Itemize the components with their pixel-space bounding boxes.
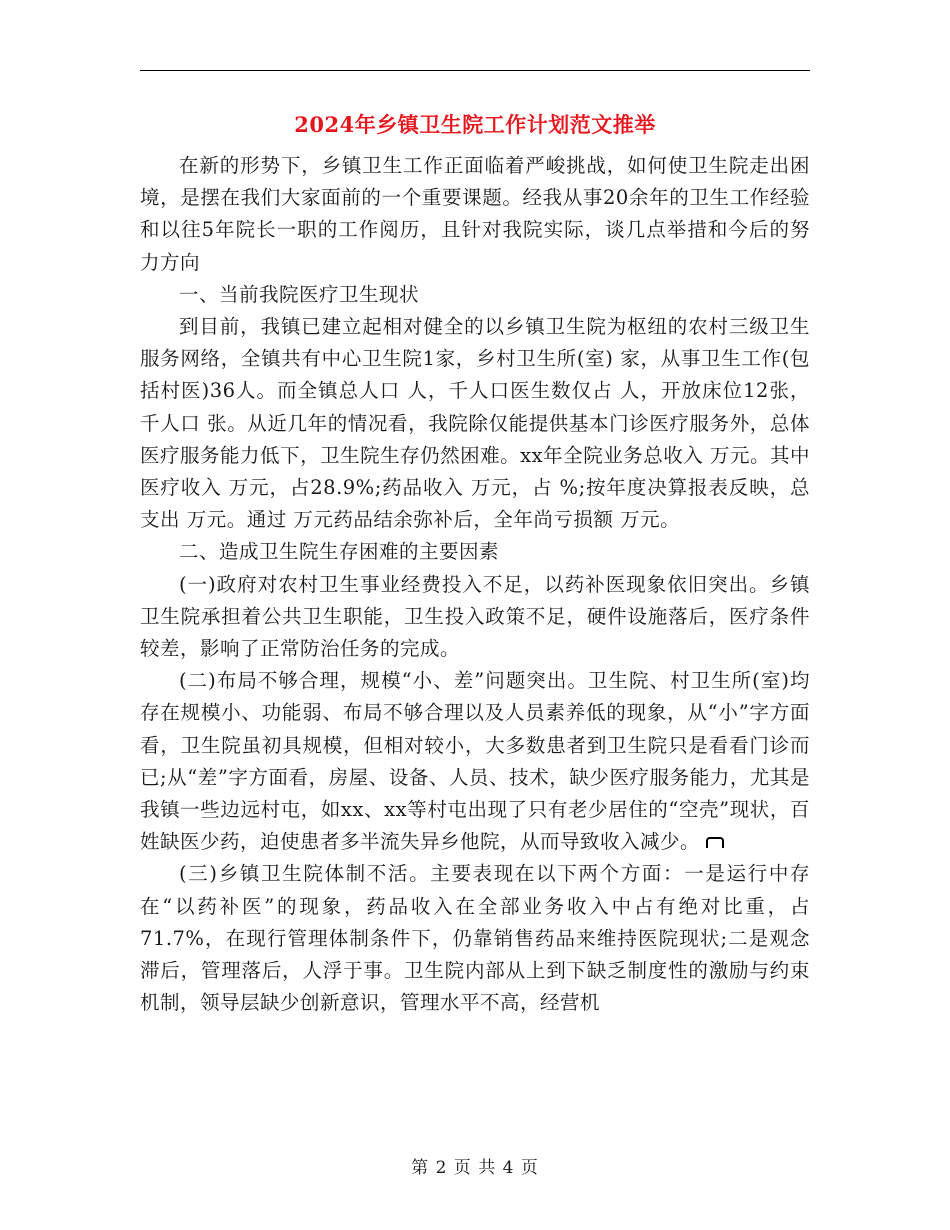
page-number-footer: 第 2 页 共 4 页	[411, 1158, 539, 1178]
paragraph-factor-2-text: (二)布局不够合理，规模“小、差”问题突出。卫生院、村卫生所(室)均存在规模小、功能弱、布局不够合理以及人员素养低的现象，从“小”字方面看，卫生院虽初具规模，但相对较小，大多数患者到卫生院只是看看门诊而已;从“差”字方面看，房屋、设备、人员、技术，缺少医疗服务能力，尤其是我镇一些边远村屯，如xx、xx等村屯出现了只有老少居住的“空壳”现状，百姓缺医少药，迫使患者多半流失异乡他院，从而导致收入减少。	[140, 669, 810, 854]
document-title: 2024年乡镇卫生院工作计划范文推举	[294, 112, 656, 137]
paragraph-factor-2	[140, 665, 810, 858]
header-rule	[140, 70, 810, 71]
paragraph-status: 到目前，我镇已建立起相对健全的以乡镇卫生院为枢纽的农村三级卫生服务网络，全镇共有中心卫生院1家，乡村卫生所(室) 家，从事卫生工作(包括村医)36人。而全镇总人口 人，千人口医生数仅占 人，开放床位12张，千人口 张。从近几年的情况看，我院除仅能提供基本门诊医疗服务外，总体医疗服务能力低下，卫生院生存仍然困难。xx年全院业务总收入 万元。其中医疗收入 万元，占28.9%;药品收入 万元，占 %;按年度决算报表反映，总支出 万元。通过 万元药品结余弥补后，全年尚亏损额 万元。	[140, 315, 810, 532]
paragraph-factor-1: (一)政府对农村卫生事业经费投入不足，以药补医现象依旧突出。乡镇卫生院承担着公共卫生职能，卫生投入政策不足，硬件设施落后，医疗条件较差，影响了正常防治任务的完成。	[140, 572, 810, 661]
paragraph-factor-3: (三)乡镇卫生院体制不活。主要表现在以下两个方面：一是运行中存在“以药补医”的现象，药品收入在全部业务收入中占有绝对比重，占71.7%，在现行管理体制条件下，仍靠销售药品来维持医院现状;二是观念滞后，管理落后，人浮于事。卫生院内部从上到下缺乏制度性的激励与约束机制，领导层缺少创新意识，管理水平不高，经营机	[140, 862, 810, 1015]
paragraph-intro: 在新的形势下，乡镇卫生工作正面临着严峻挑战，如何使卫生院走出困境，是摆在我们大家面前的一个重要课题。经我从事20余年的卫生工作经验和以往5年院长一职的工作阅历，且针对我院实际，谈几点举措和今后的努力方向	[140, 154, 810, 274]
section-heading-1: 一、当前我院医疗卫生现状	[179, 282, 420, 306]
text-cursor-icon	[706, 837, 724, 848]
section-heading-2: 二、造成卫生院生存困难的主要因素	[179, 540, 500, 564]
document-body	[140, 150, 810, 1019]
